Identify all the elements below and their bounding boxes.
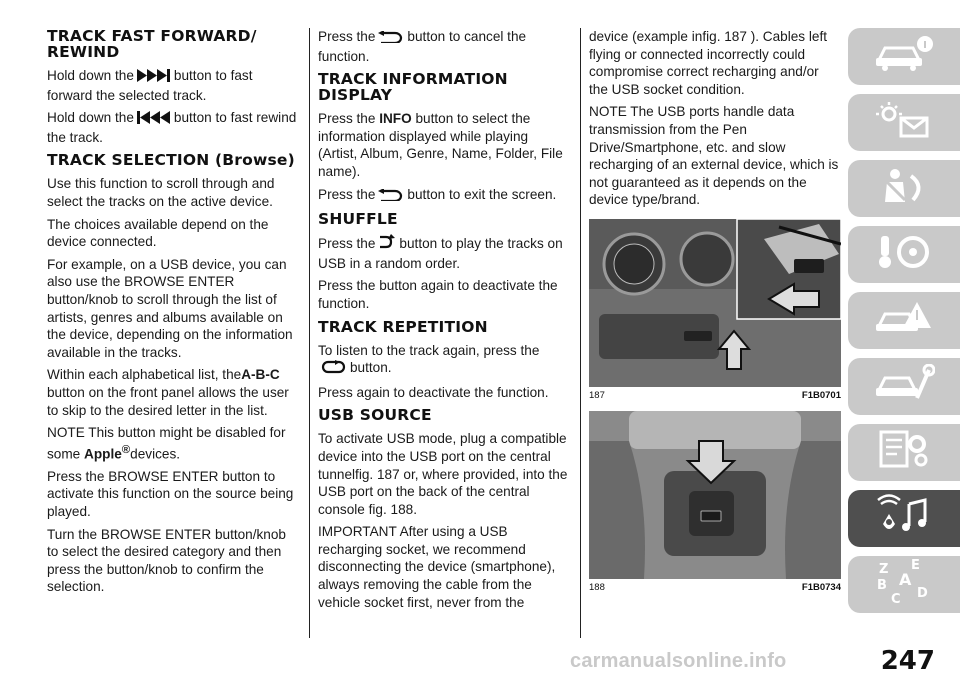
paragraph-usb-2: IMPORTANT After using a USB recharging socket, we recommend disconnecting the device (smartphone), always removing the cable from the vehicle socket first, never from the xyxy=(318,524,556,610)
paragraph-info: Press the INFO button to select the information displayed while playing (Artist, Album, Genre, Name, Folder, File name). xyxy=(318,111,563,179)
svg-text:A: A xyxy=(899,570,912,589)
paragraph-selection-6: Turn the BROWSE ENTER button/knob to select the desired category and then press the button/knob to confirm the selection. xyxy=(47,526,286,595)
rewind-icon xyxy=(137,111,171,129)
svg-text:D: D xyxy=(917,586,928,601)
paragraph-note-apple: NOTE This button might be disabled for some Apple®devices. xyxy=(47,425,286,462)
specs-gears-icon xyxy=(873,428,935,477)
paragraph-selection-4: Within each alphabetical list, theA-B-C button on the front panel allows the user to skip to the desired letter in the list. xyxy=(47,367,289,418)
paragraph-cancel: Press the button to cancel the function. xyxy=(318,29,527,64)
seatbelt-airbag-icon xyxy=(873,166,935,211)
warning-lights-icon xyxy=(873,100,935,145)
paragraph-usb-1: To activate USB mode, plug a compatible device into the USB port on the central tunnelfig. 187 or, where provided, into the USB port on the back of the central console fig. 188. xyxy=(318,431,568,517)
shuffle-icon xyxy=(378,234,396,255)
paragraph-selection-3: For example, on a USB device, you can also use the BROWSE ENTER button/knob to scroll through the list of artists, genres and albums available on the device, depending on the information available in the tracks. xyxy=(47,256,293,360)
back-arrow-icon xyxy=(378,188,404,206)
multimedia-icon xyxy=(873,494,935,543)
tab-warning-lights[interactable] xyxy=(848,94,960,151)
car-info-icon xyxy=(873,34,935,79)
tab-index[interactable] xyxy=(848,556,960,613)
column-divider-1 xyxy=(309,28,310,638)
paragraph-exit: Press the button to exit the screen. xyxy=(318,186,570,206)
tab-multimedia[interactable] xyxy=(848,490,960,547)
paragraph-selection-5: Press the BROWSE ENTER button to activate this function on the source being played. xyxy=(47,468,294,519)
heading-shuffle: SHUFFLE xyxy=(318,210,398,229)
paragraph-shuffle-2: Press the button again to deactivate the function. xyxy=(318,278,558,311)
car-wrench-icon xyxy=(873,364,935,409)
heading-track-info: TRACK INFORMATION DISPLAY xyxy=(318,70,508,105)
repeat-icon xyxy=(321,360,347,379)
paragraph-repetition: To listen to the track again, press the button. xyxy=(318,342,570,379)
svg-text:Z: Z xyxy=(879,562,889,577)
console-usb-photo xyxy=(589,411,841,579)
column-2 xyxy=(318,28,570,616)
page-number: 247 xyxy=(880,646,935,676)
paragraph-rewind: Hold down the button to fast rewind the track. xyxy=(47,110,297,145)
figure-187-caption: 187 F1B0701 xyxy=(589,389,841,401)
back-arrow-icon xyxy=(378,30,404,48)
paragraph-usb-note: NOTE The USB ports handle data transmission from the Pen Drive/Smartphone, etc. and slow recharging of an external device, which is not guaranteed as it depends on the device type/brand. xyxy=(589,104,839,208)
paragraph-selection-2: The choices available depend on the device connected. xyxy=(47,216,269,250)
paragraph-repetition-2: Press again to deactivate the function. xyxy=(318,384,549,400)
heading-track-repetition: TRACK REPETITION xyxy=(318,317,488,336)
tab-knowing-car[interactable] xyxy=(848,28,960,85)
watermark: carmanualsonline.info xyxy=(570,650,787,672)
svg-text:B: B xyxy=(877,578,887,593)
heading-track-ff-rewind: TRACK FAST FORWARD/ REWIND xyxy=(47,27,257,61)
heading-track-selection: TRACK SELECTION (Browse) xyxy=(47,151,295,170)
car-crash-icon xyxy=(873,298,935,343)
svg-text:E: E xyxy=(911,558,920,573)
figure-188-caption: 188 F1B0734 xyxy=(589,581,841,593)
paragraph-shuffle: Press the button to play the tracks on USB in a random order. xyxy=(318,236,563,271)
fast-forward-icon xyxy=(137,69,171,87)
dashboard-usb-photo xyxy=(589,219,841,387)
paragraph-selection-1: Use this function to scroll through and select the tracks on the active device. xyxy=(47,176,275,209)
column-1 xyxy=(47,28,299,601)
figure-188 xyxy=(589,411,841,593)
svg-text:C: C xyxy=(891,592,901,607)
tab-safety[interactable] xyxy=(848,160,960,217)
tab-technical-data[interactable] xyxy=(848,424,960,481)
index-letters-icon xyxy=(873,557,935,612)
tab-starting-driving[interactable] xyxy=(848,226,960,283)
tab-maintenance[interactable] xyxy=(848,358,960,415)
key-steering-icon xyxy=(873,232,935,277)
heading-usb-source: USB SOURCE xyxy=(318,406,432,425)
tab-emergency[interactable] xyxy=(848,292,960,349)
column-divider-2 xyxy=(580,28,581,638)
paragraph-fast-forward: Hold down the button to fast forward the selected track. xyxy=(47,68,253,103)
paragraph-continued: device (example infig. 187 ). Cables left flying or connected incorrectly could compromise correct recharging and/or the USB socket condition. xyxy=(589,29,828,97)
figure-187 xyxy=(589,219,841,401)
column-3 xyxy=(589,28,841,593)
